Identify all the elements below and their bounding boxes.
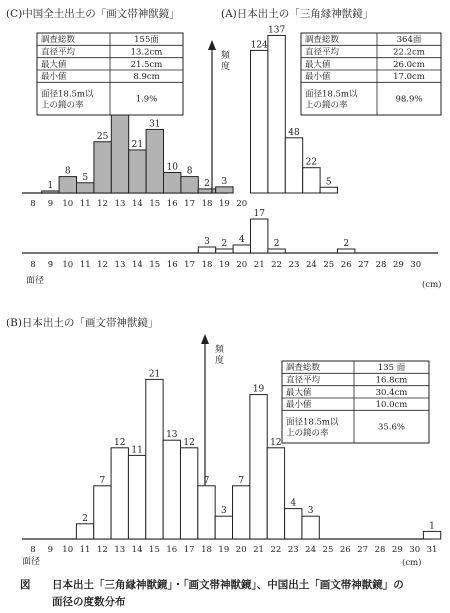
chart-a-xlabel: 面径 bbox=[26, 276, 45, 286]
chart-a-lower-bar bbox=[251, 219, 268, 253]
chart-a-data-label: 22 bbox=[305, 157, 318, 168]
chart-c bbox=[22, 103, 247, 209]
chart-b-data-label: 12 bbox=[183, 437, 195, 448]
chart-b-bar bbox=[423, 531, 440, 539]
chart-c-tick-label: 11 bbox=[79, 199, 91, 209]
stats-b-label: 上の鏡の率 bbox=[286, 428, 329, 439]
chart-a-tick-label: 30 bbox=[410, 260, 422, 270]
stats-a-label: 最小値 bbox=[305, 72, 331, 83]
chart-b-data-label: 7 bbox=[203, 475, 210, 486]
chart-b-tick-label: 22 bbox=[270, 545, 282, 555]
chart-a-tick-label: 16 bbox=[166, 260, 178, 270]
chart-b-xlabel: 面径 bbox=[22, 557, 41, 567]
chart-c-bar bbox=[77, 183, 94, 193]
chart-b-bar bbox=[111, 448, 128, 539]
chart-c-tick-label: 13 bbox=[114, 199, 126, 209]
chart-c-data-label: 21 bbox=[131, 139, 144, 150]
chart-c-tick-label: 16 bbox=[166, 199, 178, 209]
chart-a-ylabel-char: 頻 bbox=[221, 51, 231, 61]
stats-a-value: 364面 bbox=[396, 35, 422, 46]
chart-b-tick-label: 8 bbox=[30, 545, 36, 555]
chart-c-data-label: 3 bbox=[221, 176, 228, 187]
stats-a-label: 調査総数 bbox=[305, 35, 340, 46]
chart-c-tick-label: 18 bbox=[201, 199, 213, 209]
chart-a-tick-label: 23 bbox=[288, 260, 300, 270]
chart-a-lower-data-label: 2 bbox=[343, 239, 350, 249]
stats-a-label: 面径18.5m以 bbox=[305, 89, 358, 100]
chart-a-lower-bar bbox=[198, 247, 215, 253]
chart-a-bar bbox=[251, 50, 268, 193]
chart-b-bar bbox=[76, 524, 93, 539]
chart-a-lower-bar bbox=[233, 245, 250, 253]
stats-a-value: 17.0cm bbox=[393, 72, 425, 83]
stats-c-value: 155面 bbox=[134, 35, 159, 46]
chart-b-data-label: 11 bbox=[131, 445, 143, 456]
chart-a-tick-label: 18 bbox=[201, 260, 213, 270]
chart-c-data-label: 8 bbox=[186, 166, 193, 177]
chart-b-tick-label: 18 bbox=[201, 545, 212, 555]
chart-a-lower-data-label: 17 bbox=[253, 209, 265, 219]
chart-c-data-label: 2 bbox=[204, 178, 210, 189]
chart-a-bar bbox=[268, 35, 285, 193]
stats-a-value: 26.0cm bbox=[393, 59, 425, 70]
caption-line1: 日本出土「三角縁神獣鏡」・「画文帯神獣鏡」、中国出土「画文帯神獣鏡」の bbox=[52, 579, 404, 591]
chart-c-data-label: 8 bbox=[64, 166, 71, 177]
chart-c-tick-label: 9 bbox=[47, 199, 54, 209]
chart-a-bar bbox=[320, 187, 337, 193]
stats-c-value: 8.9cm bbox=[133, 72, 160, 83]
chart-b-unit: (cm) bbox=[402, 558, 422, 568]
chart-b-bar bbox=[233, 486, 250, 539]
chart-b-bar bbox=[215, 516, 232, 539]
chart-a-ylabel-char: 度 bbox=[221, 62, 231, 72]
chart-b-tick-label: 25 bbox=[322, 545, 334, 555]
stats-c-label: 直径平均 bbox=[41, 47, 76, 58]
chart-a-lower-data-label: 2 bbox=[273, 239, 280, 249]
chart-b-title: (B)日本出土の「画文帯神獣鏡」 bbox=[6, 317, 159, 329]
stats-b-label: 最小値 bbox=[286, 400, 312, 411]
chart-b-data-label: 7 bbox=[238, 475, 245, 486]
stats-c-label: 最大値 bbox=[41, 59, 67, 70]
chart-c-data-label: 25 bbox=[96, 131, 109, 142]
chart-a-tick-label: 22 bbox=[271, 260, 283, 270]
chart-a-unit: (cm) bbox=[422, 280, 442, 290]
chart-a-tick-label: 27 bbox=[358, 260, 370, 270]
chart-b-data-label: 19 bbox=[252, 384, 265, 395]
chart-b-bar bbox=[146, 379, 163, 539]
chart-b-data-label: 21 bbox=[148, 369, 161, 380]
chart-b-tick-label: 11 bbox=[79, 545, 91, 555]
chart-b-tick-label: 16 bbox=[166, 545, 178, 555]
chart-b-tick-label: 27 bbox=[357, 545, 369, 555]
caption-line2: 面径の度数分布 bbox=[52, 596, 126, 608]
chart-a-tick-label: 17 bbox=[184, 260, 196, 270]
chart-c-bar bbox=[198, 189, 215, 193]
stats-b-label: 最大値 bbox=[286, 387, 312, 398]
chart-c-tick-label: 20 bbox=[236, 199, 248, 209]
chart-b-data-label: 2 bbox=[82, 513, 88, 524]
chart-a-lower-data-label: 2 bbox=[221, 239, 228, 249]
chart-c-bar bbox=[146, 129, 163, 193]
chart-c-title: (C)中国全土出土の「画文帯神獣鏡」 bbox=[6, 8, 180, 20]
chart-b-tick-label: 23 bbox=[287, 545, 299, 555]
stats-c-value: 21.5cm bbox=[130, 59, 163, 70]
stats-a-label: 直径平均 bbox=[305, 47, 340, 58]
chart-b-tick-label: 10 bbox=[62, 545, 74, 555]
stats-c-label: 上の鏡の率 bbox=[41, 100, 84, 111]
chart-c-bar bbox=[94, 142, 111, 193]
chart-c-bar bbox=[164, 173, 181, 194]
chart-a-title: (A)日本出土の「三角縁神獣鏡」 bbox=[221, 8, 374, 20]
chart-c-bar bbox=[111, 113, 128, 193]
stats-b-label: 直径平均 bbox=[286, 375, 321, 386]
chart-b-tick-label: 14 bbox=[131, 545, 143, 555]
chart-a-tick-label: 11 bbox=[79, 260, 91, 270]
stats-b-value: 16.8cm bbox=[375, 375, 408, 386]
chart-a-data-label: 48 bbox=[288, 127, 300, 138]
stats-a-value: 22.2cm bbox=[393, 47, 425, 58]
chart-c-bar bbox=[216, 187, 233, 193]
chart-c-data-label: 5 bbox=[82, 172, 89, 183]
chart-c-tick-label: 12 bbox=[97, 199, 109, 209]
chart-c-tick-label: 10 bbox=[62, 199, 74, 209]
chart-a-tick-label: 19 bbox=[218, 260, 230, 270]
chart-a-tick-label: 21 bbox=[253, 260, 265, 270]
chart-b-tick-label: 24 bbox=[305, 545, 317, 555]
chart-b-ylabel-char: 頻 bbox=[215, 345, 225, 355]
chart-b-data-label: 1 bbox=[429, 521, 435, 532]
stats-c-label: 最小値 bbox=[41, 72, 67, 83]
chart-a-lower-bar bbox=[216, 249, 233, 253]
chart-b-tick-label: 15 bbox=[149, 545, 160, 555]
chart-b-bar bbox=[250, 395, 267, 539]
chart-a-tick-label: 14 bbox=[131, 260, 143, 270]
chart-b-tick-label: 19 bbox=[218, 545, 230, 555]
stats-b-label: 調査総数 bbox=[286, 363, 321, 374]
stats-b-value: 35.6% bbox=[377, 422, 406, 433]
chart-c-data-label: 31 bbox=[149, 119, 161, 130]
chart-a-bar bbox=[303, 168, 320, 193]
chart-b-bar bbox=[94, 486, 111, 539]
stats-c-label: 面径18.5m以 bbox=[41, 89, 94, 100]
chart-a-tick-label: 25 bbox=[323, 260, 335, 270]
chart-a-data-label: 124 bbox=[250, 40, 268, 51]
chart-a-lower-data-label: 3 bbox=[204, 237, 210, 247]
chart-a-tick-label: 13 bbox=[114, 260, 126, 270]
chart-a-lower-bar bbox=[268, 249, 285, 253]
chart-b-data-label: 12 bbox=[270, 437, 282, 448]
chart-b-data-label: 7 bbox=[99, 475, 106, 486]
chart-a-tick-label: 15 bbox=[149, 260, 161, 270]
chart-b-bar bbox=[128, 455, 145, 539]
chart-b-data-label: 3 bbox=[307, 506, 314, 517]
chart-b-bar bbox=[163, 440, 180, 539]
chart-c-tick-label: 17 bbox=[184, 199, 196, 209]
chart-a-lower-data-label: 4 bbox=[238, 235, 245, 245]
chart-b-ylabel-char: 度 bbox=[215, 356, 225, 366]
caption-label: 図 bbox=[20, 579, 31, 591]
stats-c-label: 調査総数 bbox=[41, 35, 76, 46]
chart-c-bar bbox=[42, 191, 59, 193]
chart-b-data-label: 4 bbox=[290, 498, 297, 509]
chart-a-tick-label: 24 bbox=[305, 260, 317, 270]
chart-c-data-label: 1 bbox=[47, 180, 54, 191]
chart-b-bar bbox=[198, 486, 215, 539]
stats-a-label: 上の鏡の率 bbox=[305, 100, 348, 111]
chart-c-bar bbox=[59, 177, 76, 193]
chart-b-tick-label: 17 bbox=[183, 545, 195, 555]
chart-c-tick-label: 14 bbox=[131, 199, 143, 209]
chart-a-y-arrow bbox=[208, 40, 216, 50]
chart-b-y-arrow bbox=[201, 334, 209, 344]
chart-c-data-label: 10 bbox=[166, 162, 178, 173]
chart-a-data-label: 137 bbox=[268, 25, 286, 36]
chart-b-data-label: 13 bbox=[166, 430, 178, 441]
chart-c-tick-label: 15 bbox=[149, 199, 161, 209]
chart-a-tick-label: 12 bbox=[97, 260, 109, 270]
chart-a-lower-bar bbox=[338, 249, 355, 253]
chart-b-tick-label: 26 bbox=[339, 545, 351, 555]
chart-b-bar bbox=[285, 509, 302, 539]
chart-c-bar bbox=[129, 150, 146, 193]
stats-b-value: 10.0cm bbox=[375, 400, 408, 411]
stats-box-b bbox=[282, 361, 429, 443]
chart-c-tick-label: 8 bbox=[30, 199, 36, 209]
stats-box-a bbox=[301, 33, 441, 115]
stats-a-value: 98.9% bbox=[395, 94, 423, 105]
stats-b-value: 135 面 bbox=[377, 363, 406, 374]
chart-a-tick-label: 28 bbox=[375, 260, 387, 270]
chart-b-tick-label: 12 bbox=[96, 545, 108, 555]
chart-b-tick-label: 21 bbox=[253, 545, 264, 555]
chart-b-tick-label: 20 bbox=[235, 545, 247, 555]
stats-box-c bbox=[37, 33, 183, 115]
stats-c-value: 1.9% bbox=[135, 94, 158, 105]
stats-b-value: 30.4cm bbox=[375, 387, 408, 398]
chart-b-data-label: 3 bbox=[220, 506, 227, 517]
chart-c-tick-label: 19 bbox=[218, 199, 230, 209]
chart-a-bar bbox=[285, 138, 302, 193]
chart-a-tick-label: 29 bbox=[392, 260, 404, 270]
chart-b-bar bbox=[302, 516, 319, 539]
chart-b-bar bbox=[180, 448, 197, 539]
chart-c-bar bbox=[181, 177, 198, 193]
chart-a-tick-label: 10 bbox=[62, 260, 74, 270]
chart-a-data-label: 5 bbox=[325, 177, 332, 188]
chart-b-bar bbox=[267, 448, 284, 539]
chart-b-tick-label: 31 bbox=[426, 545, 438, 555]
chart-a-tick-label: 26 bbox=[340, 260, 352, 270]
chart-a-tick-label: 9 bbox=[47, 260, 54, 270]
stats-c-value: 13.2cm bbox=[130, 47, 163, 58]
chart-b-tick-label: 9 bbox=[47, 545, 54, 555]
chart-b-data-label: 12 bbox=[114, 437, 126, 448]
chart-b-tick-label: 28 bbox=[374, 545, 386, 555]
chart-b-tick-label: 13 bbox=[114, 545, 126, 555]
chart-a-tick-label: 8 bbox=[30, 260, 36, 270]
stats-b-label: 面径18.5m以 bbox=[286, 417, 339, 428]
chart-b-tick-label: 29 bbox=[391, 545, 403, 555]
chart-b-tick-label: 30 bbox=[409, 545, 421, 555]
stats-a-label: 最大値 bbox=[305, 59, 331, 70]
chart-a-tick-label: 20 bbox=[236, 260, 248, 270]
